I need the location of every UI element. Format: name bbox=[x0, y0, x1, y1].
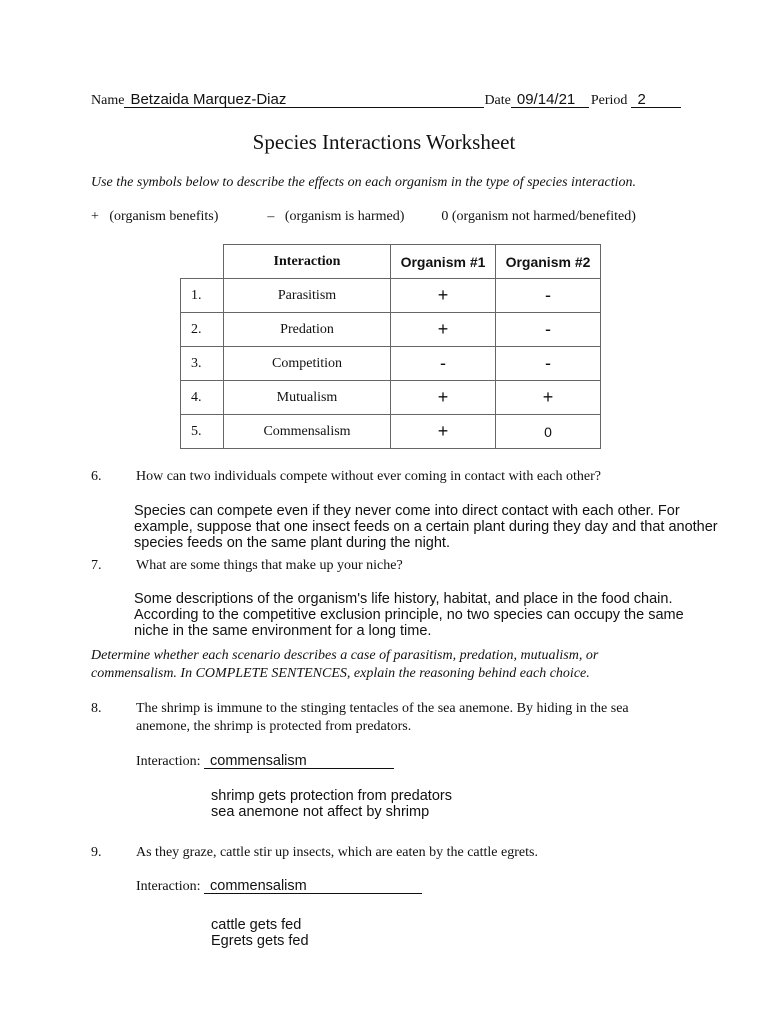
row-number: 1. bbox=[181, 279, 224, 313]
organism2-effect[interactable]: - bbox=[496, 313, 601, 347]
row-number: 2. bbox=[181, 313, 224, 347]
question-7-answer[interactable] bbox=[134, 575, 684, 655]
date-field[interactable]: 09/14/21 bbox=[511, 92, 589, 108]
period-field[interactable]: 2 bbox=[631, 92, 681, 108]
interaction-label: Interaction: bbox=[136, 879, 201, 894]
scenario-instructions bbox=[91, 647, 598, 683]
question-line: anemone, the shrimp is protected from predators. bbox=[136, 719, 412, 734]
col-header-organism1: Organism #1 bbox=[391, 245, 496, 279]
interaction-label: Interaction: bbox=[136, 754, 201, 769]
organism2-effect[interactable]: 0 bbox=[496, 415, 601, 449]
instructions: Use the symbols below to describe the effects on each organism in the type of species interaction. bbox=[91, 175, 636, 190]
organism1-effect[interactable]: + bbox=[391, 313, 496, 347]
row-number: 5. bbox=[181, 415, 224, 449]
reason-line: sea anemone not affect by shrimp bbox=[211, 804, 430, 820]
answer-line: Species can compete even if they never come into direct contact with each other. For bbox=[134, 503, 680, 519]
col-header-interaction: Interaction bbox=[224, 245, 391, 279]
question-7-number: 7. bbox=[91, 558, 102, 573]
page-title: Species Interactions Worksheet bbox=[252, 130, 516, 154]
answer-line: According to the competitive exclusion principle, no two species can occupy the same bbox=[134, 607, 684, 623]
table-row bbox=[181, 381, 601, 415]
question-6-number: 6. bbox=[91, 469, 102, 484]
legend-minus: – (organism is harmed) bbox=[267, 209, 405, 224]
answer-line: Some descriptions of the organism's life history, habitat, and place in the food chain. bbox=[134, 591, 673, 607]
reason-line: shrimp gets protection from predators bbox=[211, 788, 452, 804]
table-row bbox=[181, 279, 601, 313]
question-6-answer[interactable] bbox=[134, 487, 718, 567]
col-header-organism2: Organism #2 bbox=[496, 245, 601, 279]
reason-line: cattle gets fed bbox=[211, 917, 302, 933]
table-row bbox=[181, 415, 601, 449]
organism1-effect[interactable]: + bbox=[391, 415, 496, 449]
date-label: Date bbox=[484, 93, 511, 108]
interaction-answer-field[interactable]: commensalism bbox=[204, 754, 394, 769]
legend-plus: + (organism benefits) bbox=[91, 209, 219, 224]
table-row bbox=[181, 347, 601, 381]
answer-line: example, suppose that one insect feeds on a certain plant during they day and that another bbox=[134, 519, 718, 535]
question-6-text: How can two individuals compete without ever coming in contact with each other? bbox=[136, 469, 601, 484]
name-label: Name bbox=[91, 93, 125, 108]
header-line bbox=[91, 92, 681, 109]
question-7-text: What are some things that make up your niche? bbox=[136, 558, 403, 573]
instruction-line: Determine whether each scenario describes a case of parasitism, predation, mutualism, or bbox=[91, 648, 599, 663]
question-9-text: As they graze, cattle stir up insects, which are eaten by the cattle egrets. bbox=[136, 845, 538, 860]
interaction-name: Predation bbox=[224, 313, 391, 347]
legend-zero: 0 (organism not harmed/benefited) bbox=[441, 209, 636, 224]
name-field[interactable]: Betzaida Marquez-Diaz bbox=[124, 92, 484, 108]
symbol-legend bbox=[91, 209, 636, 225]
organism1-effect[interactable]: + bbox=[391, 381, 496, 415]
question-9-reasoning[interactable] bbox=[211, 901, 309, 965]
organism1-effect[interactable]: - bbox=[391, 347, 496, 381]
period-label: Period bbox=[590, 93, 628, 108]
question-8-interaction bbox=[136, 754, 394, 770]
instruction-line: commensalism. In COMPLETE SENTENCES, explain the reasoning behind each choice. bbox=[91, 666, 590, 681]
question-8-number: 8. bbox=[91, 701, 102, 716]
interaction-name: Commensalism bbox=[224, 415, 391, 449]
answer-line: niche in the same environment for a long time. bbox=[134, 623, 432, 639]
organism1-effect[interactable]: + bbox=[391, 279, 496, 313]
interaction-name: Mutualism bbox=[224, 381, 391, 415]
reason-line: Egrets gets fed bbox=[211, 933, 309, 949]
interaction-name: Competition bbox=[224, 347, 391, 381]
table-row bbox=[181, 313, 601, 347]
table-corner bbox=[181, 245, 224, 279]
answer-line: species feeds on the same plant during the night. bbox=[134, 535, 450, 551]
interactions-table bbox=[180, 244, 601, 449]
organism2-effect[interactable]: - bbox=[496, 279, 601, 313]
question-line: The shrimp is immune to the stinging tentacles of the sea anemone. By hiding in the sea bbox=[136, 701, 629, 716]
question-9-interaction bbox=[136, 879, 422, 895]
interaction-name: Parasitism bbox=[224, 279, 391, 313]
interaction-answer-field[interactable]: commensalism bbox=[204, 879, 422, 894]
row-number: 3. bbox=[181, 347, 224, 381]
question-8-reasoning[interactable] bbox=[211, 772, 452, 836]
table-header-row bbox=[181, 245, 601, 279]
question-8-text bbox=[136, 700, 629, 736]
organism2-effect[interactable]: + bbox=[496, 381, 601, 415]
organism2-effect[interactable]: - bbox=[496, 347, 601, 381]
row-number: 4. bbox=[181, 381, 224, 415]
question-9-number: 9. bbox=[91, 845, 102, 860]
